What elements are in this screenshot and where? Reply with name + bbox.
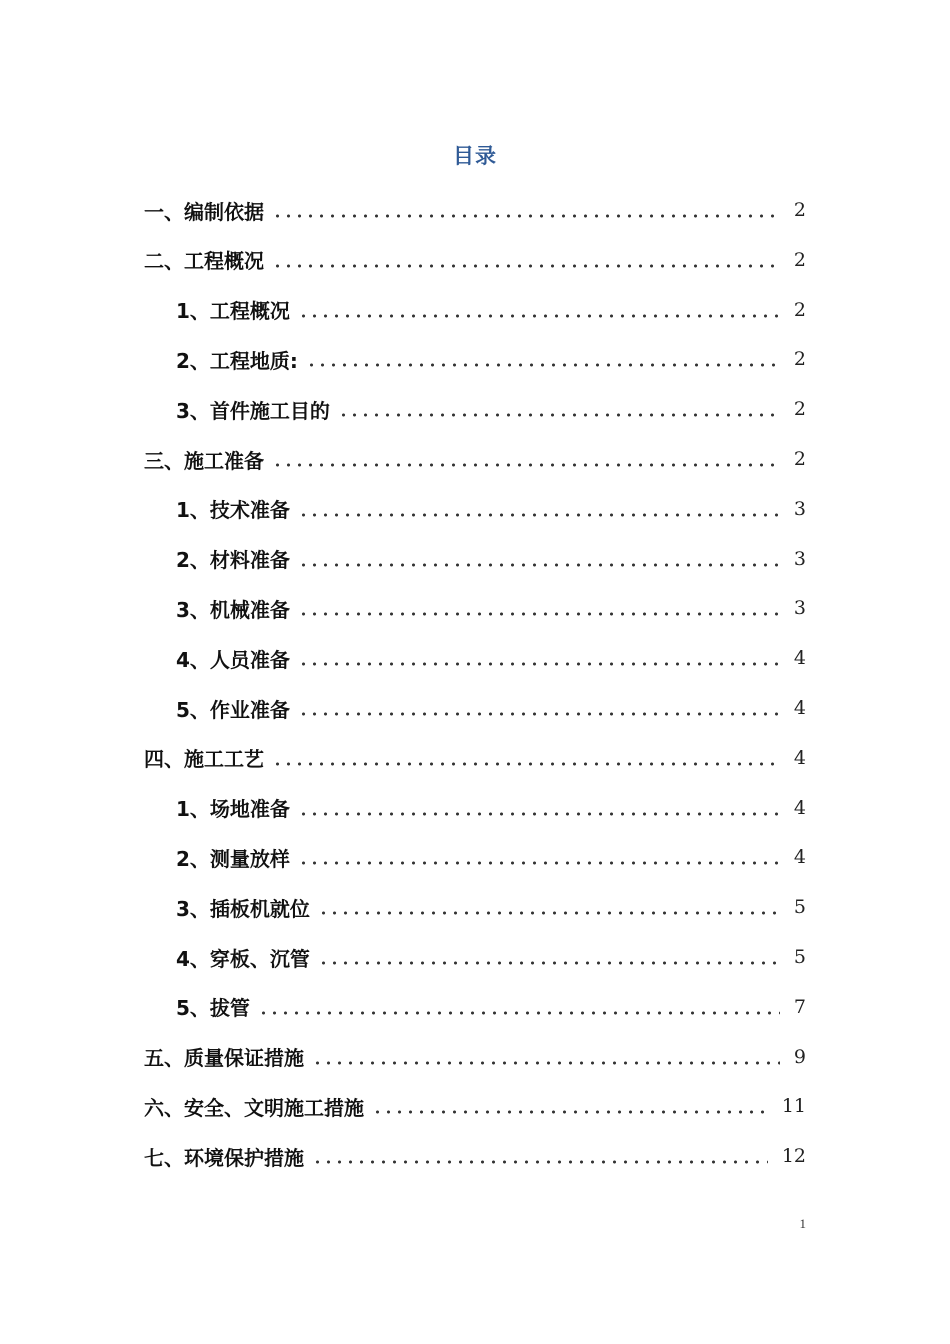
- toc-entry[interactable]: [0, 882, 950, 932]
- toc-entry-label: 5、拔管: [176, 996, 250, 1021]
- toc-entry-label: 2、工程地质:: [176, 348, 298, 373]
- toc-dot-leader: [272, 263, 780, 269]
- toc-dot-leader: [298, 562, 780, 568]
- toc-dot-leader: [338, 412, 780, 418]
- toc-entry-label: 3、首件施工目的: [176, 398, 330, 423]
- toc-entry-label: 2、测量放样: [176, 846, 290, 871]
- toc-entry[interactable]: [0, 982, 950, 1032]
- toc-entry-page: 2: [793, 298, 806, 321]
- toc-entry-page: 11: [781, 1095, 806, 1118]
- toc-dot-leader: [298, 313, 780, 319]
- toc-entry-label: 3、插板机就位: [176, 896, 310, 921]
- toc-entry-label: 1、场地准备: [176, 797, 290, 822]
- toc-dot-leader: [312, 1060, 780, 1066]
- toc-dot-leader: [318, 960, 780, 966]
- toc-entry[interactable]: [0, 832, 950, 882]
- toc-entry-page: 2: [793, 448, 806, 470]
- toc-entry-label: 1、工程概况: [176, 299, 290, 324]
- toc-dot-leader: [298, 860, 780, 866]
- toc-entry[interactable]: [0, 185, 950, 235]
- toc-entry-page: 2: [793, 248, 806, 271]
- toc-dot-leader: [306, 362, 780, 368]
- toc-entry[interactable]: [0, 1081, 950, 1131]
- toc-entry-page: 4: [793, 746, 806, 769]
- toc-entry-page: 2: [793, 348, 806, 371]
- toc-entry[interactable]: [0, 434, 950, 484]
- toc-dot-leader: [272, 213, 780, 219]
- toc-dot-leader: [298, 711, 780, 717]
- toc-entry[interactable]: [0, 733, 950, 783]
- toc-dot-leader: [272, 761, 780, 767]
- toc-dot-leader: [272, 462, 780, 468]
- toc-entry-page: 3: [793, 497, 806, 520]
- toc-entry-page: 4: [793, 796, 806, 819]
- toc-entry[interactable]: [0, 534, 950, 584]
- toc-entry-label: 三、施工准备: [144, 448, 264, 473]
- toc-entry-label: 六、安全、文明施工措施: [144, 1095, 364, 1120]
- toc-dot-leader: [258, 1010, 780, 1016]
- toc-entry[interactable]: [0, 334, 950, 384]
- toc-entry-label: 4、人员准备: [176, 647, 290, 672]
- toc-entry[interactable]: [0, 235, 950, 285]
- toc-entry-label: 2、材料准备: [176, 548, 290, 573]
- toc-entry-page: 7: [793, 995, 806, 1018]
- toc-entry-page: 5: [793, 896, 806, 919]
- toc-entry-page: 9: [793, 1045, 806, 1068]
- toc-entry-page: 4: [793, 697, 806, 719]
- toc-dot-leader: [298, 611, 780, 617]
- toc-entry[interactable]: [0, 484, 950, 534]
- toc-entry-label: 5、作业准备: [176, 697, 290, 722]
- toc-entry-page: 4: [793, 846, 806, 869]
- toc-dot-leader: [298, 512, 780, 518]
- toc-entry-label: 二、工程概况: [144, 249, 264, 274]
- toc-entry-label: 一、编制依据: [144, 199, 264, 224]
- toc-entry-page: 3: [793, 597, 806, 620]
- toc-entry[interactable]: [0, 1131, 950, 1181]
- toc-entry[interactable]: [0, 583, 950, 633]
- toc-entry-page: 5: [793, 946, 806, 968]
- toc-entry-label: 3、机械准备: [176, 597, 290, 622]
- toc-entry[interactable]: [0, 683, 950, 733]
- toc-entry-page: 4: [793, 647, 806, 670]
- toc-entry-label: 四、施工工艺: [144, 747, 264, 772]
- toc-entry-page: 2: [793, 398, 806, 421]
- toc-dot-leader: [298, 811, 780, 817]
- toc-entry-label: 1、技术准备: [176, 498, 290, 523]
- toc-title: 目录: [453, 144, 497, 168]
- toc-dot-leader: [318, 910, 780, 916]
- toc-dot-leader: [372, 1109, 768, 1115]
- toc-entry-label: 五、质量保证措施: [144, 1046, 304, 1071]
- toc-entry[interactable]: [0, 384, 950, 434]
- page-number: 1: [799, 1216, 806, 1231]
- toc-entry-label: 4、穿板、沉管: [176, 946, 310, 971]
- toc-dot-leader: [298, 661, 780, 667]
- toc-entry-page: 3: [793, 547, 806, 570]
- toc-entry[interactable]: [0, 783, 950, 833]
- toc-entry[interactable]: [0, 1032, 950, 1082]
- toc-entry-label: 七、环境保护措施: [144, 1145, 304, 1170]
- toc-entry-page: 2: [793, 199, 806, 221]
- toc-entry[interactable]: [0, 932, 950, 982]
- toc-dot-leader: [312, 1159, 768, 1165]
- toc-entry[interactable]: [0, 633, 950, 683]
- toc-entry[interactable]: [0, 285, 950, 335]
- toc-entry-page: 12: [781, 1145, 806, 1168]
